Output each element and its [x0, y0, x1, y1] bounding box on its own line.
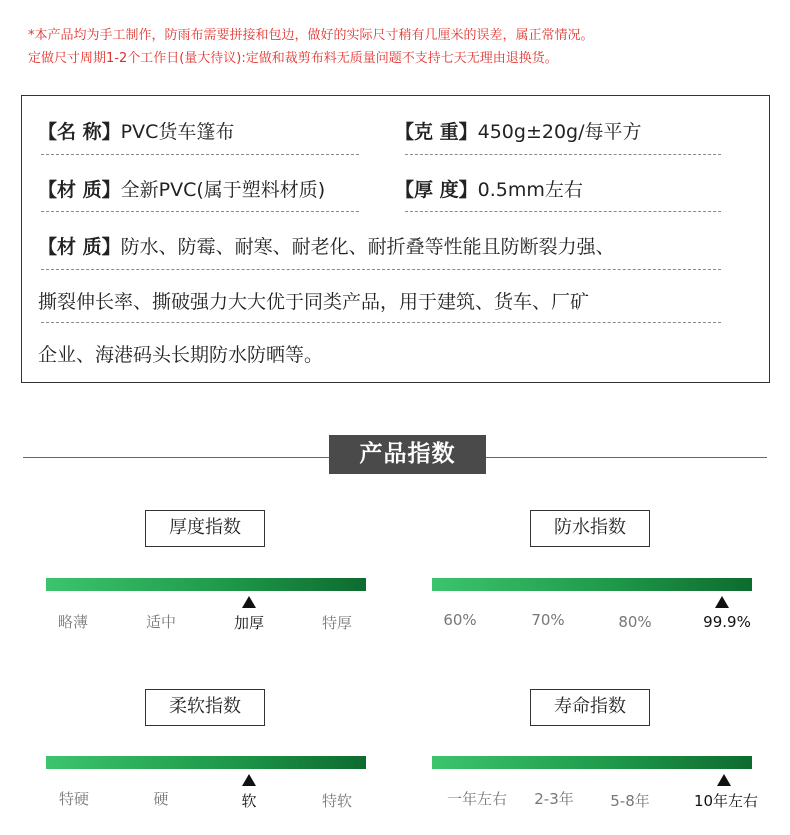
index-bar [46, 756, 366, 769]
spec-thickness-value: 0.5mm左右 [477, 179, 583, 201]
dash-line [41, 211, 359, 212]
spec-material-value: 全新PVC(属于塑料材质) [120, 179, 326, 201]
spec-weight [395, 117, 642, 144]
spec-material [38, 175, 325, 202]
dash-line [405, 154, 721, 155]
index-label: 5-8年 [610, 792, 650, 810]
index-label-selected: 加厚 [233, 614, 265, 632]
spec-name-value: PVC货车篷布 [120, 121, 235, 143]
index-label-selected: 99.9% [703, 613, 751, 631]
section-title: 产品指数 [329, 435, 486, 474]
dash-line [41, 322, 721, 323]
index-label: 特硬 [58, 790, 90, 808]
spec-weight-key: 【克 重】 [395, 121, 478, 143]
dash-line [405, 211, 721, 212]
spec-box [21, 95, 770, 383]
spec-thickness [395, 175, 583, 202]
spec-weight-value: 450g±20g/每平方 [477, 121, 642, 143]
selected-marker-icon [715, 596, 729, 608]
dash-line [41, 269, 721, 270]
index-label: 略薄 [57, 613, 89, 631]
index-label: 特软 [321, 792, 353, 810]
spec-feature-text-3: 企业、海港码头长期防水防晒等。 [38, 344, 324, 366]
selected-marker-icon [717, 774, 731, 786]
index-title: 防水指数 [530, 510, 650, 547]
spec-name [38, 117, 234, 144]
index-bar [432, 578, 752, 591]
index-title: 柔软指数 [145, 689, 265, 726]
index-bar [46, 578, 366, 591]
index-title: 寿命指数 [530, 689, 650, 726]
spec-thickness-key: 【厚 度】 [395, 179, 478, 201]
spec-feature-key: 【材 质】 [38, 236, 121, 258]
spec-material-key: 【材 质】 [38, 179, 121, 201]
notice-line-2: 定做尺寸周期1-2个工作日(量大待议):定做和裁剪布料无质量问题不支持七天无理由退换货。 [28, 51, 558, 66]
spec-feature-line-1 [38, 232, 615, 259]
index-label-selected: 10年左右 [693, 792, 759, 810]
index-label: 2-3年 [534, 790, 574, 808]
index-label: 80% [618, 613, 652, 631]
index-label-selected: 软 [241, 792, 257, 810]
index-label: 特厚 [321, 614, 353, 632]
spec-name-key: 【名 称】 [38, 121, 121, 143]
index-label: 适中 [145, 613, 177, 631]
notice-line-1: *本产品均为手工制作，防雨布需要拼接和包边，做好的实际尺寸稍有几厘米的误差，属正常情况。 [28, 28, 594, 43]
index-label: 60% [443, 611, 477, 629]
index-label: 一年左右 [446, 790, 508, 808]
spec-feature-text-1: 防水、防霉、耐寒、耐老化、耐折叠等性能且防断裂力强、 [120, 236, 615, 258]
spec-feature-text-2: 撕裂伸长率、撕破强力大大优于同类产品，用于建筑、货车、厂矿 [38, 291, 590, 313]
selected-marker-icon [242, 774, 256, 786]
index-label: 70% [531, 611, 565, 629]
index-bar [432, 756, 752, 769]
selected-marker-icon [242, 596, 256, 608]
dash-line [41, 154, 359, 155]
index-label: 硬 [153, 790, 169, 808]
index-title: 厚度指数 [145, 510, 265, 547]
